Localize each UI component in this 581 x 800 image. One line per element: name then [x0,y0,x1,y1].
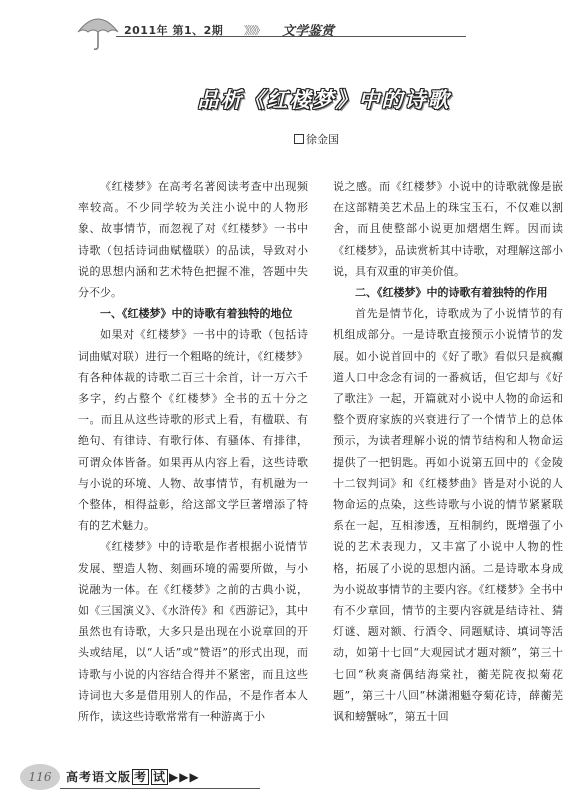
paragraph: 首先是情节化，诗歌成为了小说情节的有机组成部分。一是诗歌直接预示小说情节的发展。如小说首回中的《好了歌》看似只是疯癫道人口中念念有词的一番疯话，但它却与《好了歌注》一起，开篇就对小说中人物的命运和整个贾府家族的兴衰进行了一个情节上的总体预示，为读者理解小说的情节结构和人物命运提供了一把钥匙。再如小说第五回中的《金陵十二钗判词》和《红楼梦曲》皆是对小说的人物命运的点染，这些诗歌与小说的情节紧紧联系在一起，互相渗透，互相制约，既增强了小说的艺术表现力，又丰富了小说中人物的性格，拓展了小说的思想内涵。二是诗歌本身成为小说故事情节的主要内容。《红楼梦》全书中有不少章回，情节的主要内容就是结诗社、猜灯谜、题对额、行酒令、同题赋诗、填词等活动，如第十七回“大观园试才题对额”，第三十七回“秋爽斋偶结海棠社，蘅芜院夜拟菊花题”，第三十八回“林潇湘魁夺菊花诗，薛蘅芜讽和螃蟹咏”，第五十回 [333,307,563,724]
paragraph: 说之感。而《红楼梦》小说中的诗歌就像是嵌在这部精美艺术品上的珠宝玉石，不仅难以割舍，而且使整部小说更加熠熠生辉。因而读《红楼梦》，品读赏析其中诗歌，对理解这部小说，具有双重的审美价值。 [333,180,563,278]
author-line [294,131,339,147]
paragraph: 如果对《红楼梦》一书中的诗歌（包括诗词曲赋对联）进行一个粗略的统计，《红楼梦》有各种体裁的诗歌二百三十余首，计一万六千多字，约占整个《红楼梦》全书的五十分之一。而且从这些诗歌的形式上看，有楹联、有绝句、有律诗、有歌行体、有骚体、有排律，可谓众体皆备。如果再从内容上看，这些诗歌与小说的环境、人物、故事情节，有机融为一个整体，相得益彰，给这部文学巨著增添了特有的艺术魅力。 [78,328,308,533]
header-arrows: 》》》》 [244,24,264,37]
article-title: 品析《红楼梦》中的诗歌 [197,88,451,112]
section-label: 文学鉴赏 [282,24,335,39]
umbrella-icon [76,12,120,52]
footer-label [66,768,200,785]
footer-box-2: 试 [153,770,167,784]
page-number: 116 [20,764,60,790]
issue-label: 2011年 第1、2期 [124,24,224,37]
author-box-icon [294,134,304,144]
right-column [333,176,563,727]
section-heading-2: 二、《红楼梦》中的诗歌有着独特的作用 [355,286,548,300]
left-column [78,176,308,727]
footer-arrows: ▶▶▶ [169,770,200,784]
author-name: 徐金国 [306,133,339,146]
footer-box-1: 考 [134,770,148,784]
paragraph: 《红楼梦》中的诗歌是作者根据小说情节发展、塑造人物、刻画环境的需要所做，与小说融为一体。在《红楼梦》之前的古典小说，如《三国演义》、《水浒传》和《西游记》，其中虽然也有诗歌，大多只是出现在小说章回的开头或结尾，以“人话”或“赞语”的形式出现，而诗歌与小说的内容结合得并不紧密，而且这些诗词也大多是借用别人的作品，不是作者本人所作，读这些诗歌常常有一种游离于小 [78,540,308,724]
section-heading-1: 一、《红楼梦》中的诗歌有着独特的地位 [100,307,293,321]
footer-rule [60,788,260,789]
footer-prefix: 高考语文版 [66,770,132,784]
paragraph: 《红楼梦》在高考名著阅读考查中出现频率较高。不少同学较为关注小说中的人物形象、故事情节，而忽视了对《红楼梦》一书中诗歌（包括诗词曲赋楹联）的品读，导致对小说的思想内涵和艺术特色把握不准，答题中失分不少。 [78,180,308,300]
